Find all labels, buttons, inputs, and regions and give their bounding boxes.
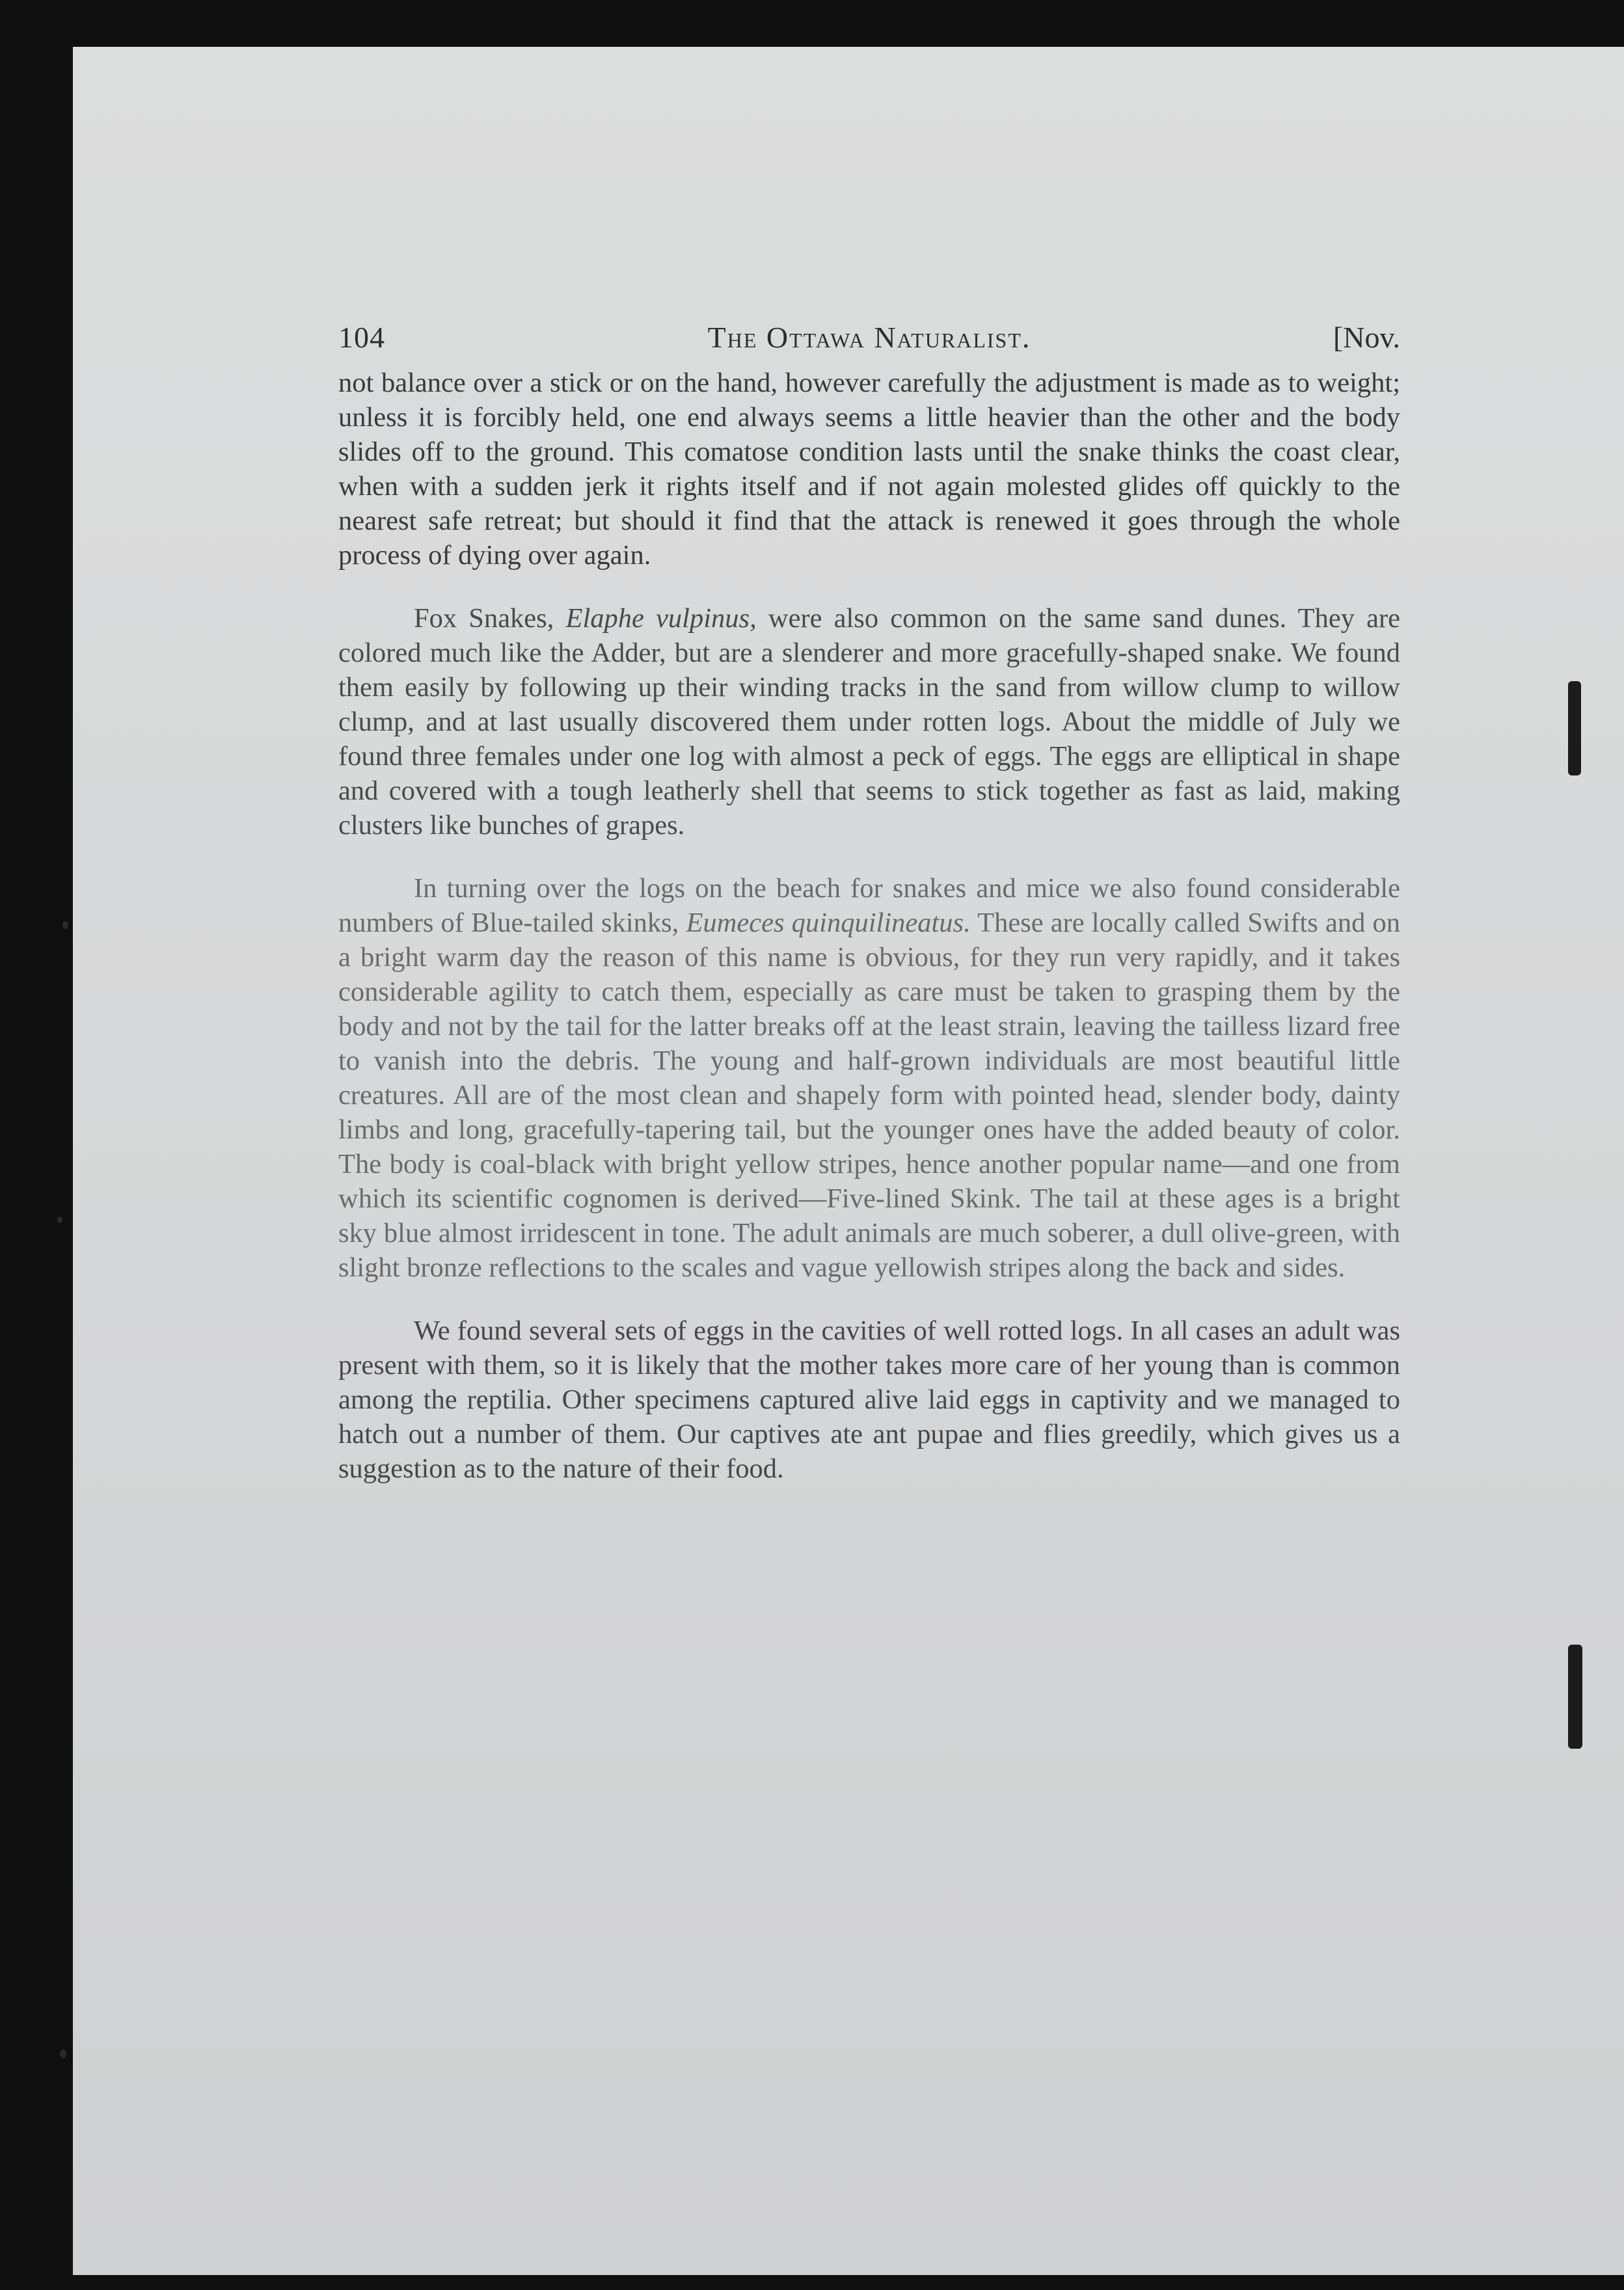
paragraph-text: were also common on the same sand dunes. They are colored much like the Adder, but are a slenderer and more gracefully-shaped snake. We found them easily by following up their winding tracks in the sand from willow clump to willow clump, and at last usually discovered them under rotten logs. About the middle of July we found three females under one log with almost a peck of eggs. The eggs are elliptical in shape and covered with a tough leatherly shell that seems to stick together as fast as laid, making clusters like bunches of grapes. — [338, 603, 1401, 841]
margin-mark — [1568, 681, 1581, 775]
page-number: 104 — [338, 321, 385, 354]
species-name: Eumeces quinquilineatus. — [686, 908, 971, 938]
paragraph-lead: In turning over the logs on the beach for snakes and mice we also found considerable numbers of Blue-tailed skinks, — [338, 873, 1400, 938]
issue-month: [Nov. — [1333, 321, 1400, 354]
paragraph-text: We found several sets of eggs in the cavities of well rotted logs. In all cases an adult was present with them, so it is likely that the mother takes more care of her young than is common among the reptilia. Other specimens captured alive laid eggs in captivity and we managed to hatch out a number of them. Our captives ate ant pupae and flies greedily, which gives us a suggestion as to the nature of their food. — [338, 1315, 1400, 1484]
species-name: Elaphe vulpinus, — [565, 603, 757, 634]
page-content — [338, 320, 1400, 1486]
paragraph — [338, 1313, 1400, 1486]
paragraph — [338, 601, 1400, 842]
paragraph-lead: Fox Snakes, — [414, 603, 554, 634]
edge-speck — [60, 2049, 66, 2058]
paragraph-text: not balance over a stick or on the hand, however carefully the adjustment is made as to weight; unless it is forcibly held, one end always seems a little heavier than the other and the body slides off to the ground. This comatose condition lasts until the snake thinks the coast clear, when with a sudden jerk it rights itself and if not again molested glides off quickly to the nearest safe retreat; but should it find that the attack is renewed it goes through the whole process of dying over again. — [338, 368, 1400, 571]
book-page — [73, 47, 1624, 2275]
journal-title: The Ottawa Naturalist. — [707, 321, 1031, 354]
running-head — [338, 320, 1400, 366]
article-body — [338, 366, 1400, 1486]
paragraph-text: These are locally called Swifts and on a bright warm day the reason of this name is obvious, for they run very rapidly, and it takes considerable agility to catch them, especially as care must be taken to grasping them by the body and not by the tail for the latter breaks off at the least strain, leaving the tailless lizard free to vanish into the debris. The young and half-grown individuals are most beautiful little creatures. All are of the most clean and shapely form with pointed head, slender body, dainty limbs and long, gracefully-tapering tail, but the younger ones have the added beauty of color. The body is coal-black with bright yellow stripes, hence another popular name—and one from which its scientific cognomen is derived—Five-lined Skink. The tail at these ages is a bright sky blue almost irridescent in tone. The adult animals are much soberer, a dull olive-green, with slight bronze reflections to the scales and vague yellowish stripes along the back and sides. — [338, 908, 1401, 1283]
edge-speck — [57, 1217, 62, 1223]
paragraph — [338, 366, 1400, 572]
margin-mark — [1568, 1645, 1582, 1749]
edge-speck — [62, 921, 68, 929]
paragraph — [338, 871, 1400, 1285]
